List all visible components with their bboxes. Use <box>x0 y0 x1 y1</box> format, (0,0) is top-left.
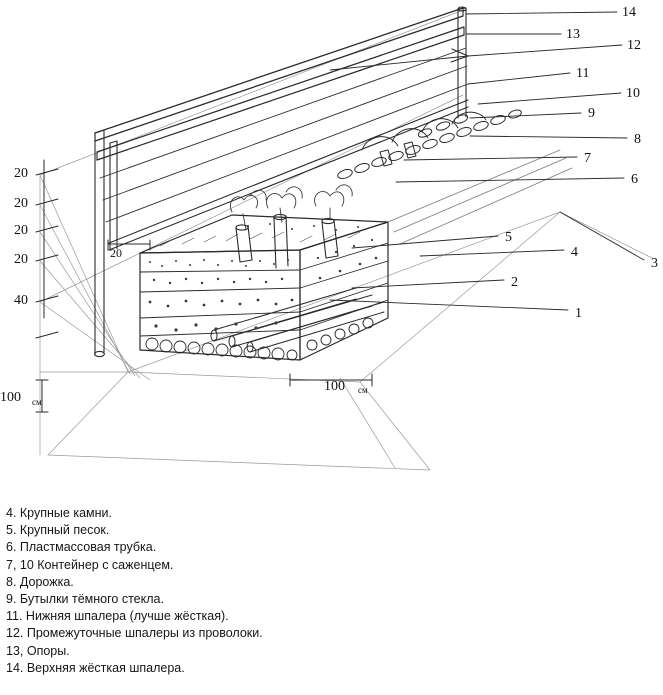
legend-item: 6. Пластмассовая трубка. <box>6 540 157 555</box>
dim-20-d: 20 <box>14 252 28 267</box>
callout-2: 2 <box>511 275 518 290</box>
legend-item: 11. Нижняя шпалера (лучше жёсткая). <box>6 609 229 624</box>
dim-20-c: 20 <box>14 223 28 238</box>
dim-100-horizontal-unit: см <box>358 385 368 395</box>
callout-3: 3 <box>651 256 658 271</box>
dim-100-vertical-unit: см <box>32 397 42 407</box>
legend-list <box>0 505 663 677</box>
callout-5: 5 <box>505 230 512 245</box>
legend-item: 14. Верхняя жёсткая шпалера. <box>6 660 185 675</box>
dim-20-b: 20 <box>14 196 28 211</box>
legend-item: 7, 10 Контейнер с саженцем. <box>6 557 174 572</box>
dim-100-vertical: 100 <box>0 390 21 405</box>
callout-14: 14 <box>622 5 636 20</box>
callout-10: 10 <box>626 86 640 101</box>
legend-item: 8. Дорожка. <box>6 574 74 589</box>
legend-item: 13, Опоры. <box>6 643 70 658</box>
callout-12: 12 <box>627 38 641 53</box>
callout-6: 6 <box>631 172 638 187</box>
callout-1: 1 <box>575 306 582 321</box>
dim-20-small: 20 <box>110 246 122 260</box>
callout-9: 9 <box>588 106 595 121</box>
dim-40: 40 <box>14 293 28 308</box>
dim-100-horizontal: 100 <box>324 379 345 394</box>
callout-8: 8 <box>634 132 641 147</box>
legend-item: 4. Крупные камни. <box>6 506 112 520</box>
legend-item: 9. Бутылки тёмного стекла. <box>6 592 164 607</box>
callout-13: 13 <box>566 27 580 42</box>
callout-4: 4 <box>571 245 578 260</box>
dim-20-a: 20 <box>14 166 28 181</box>
legend-item: 5. Крупный песок. <box>6 523 110 538</box>
callout-7: 7 <box>584 151 591 166</box>
legend-item: 12. Промежуточные шпалеры из проволоки. <box>6 626 263 641</box>
callout-11: 11 <box>576 66 590 81</box>
